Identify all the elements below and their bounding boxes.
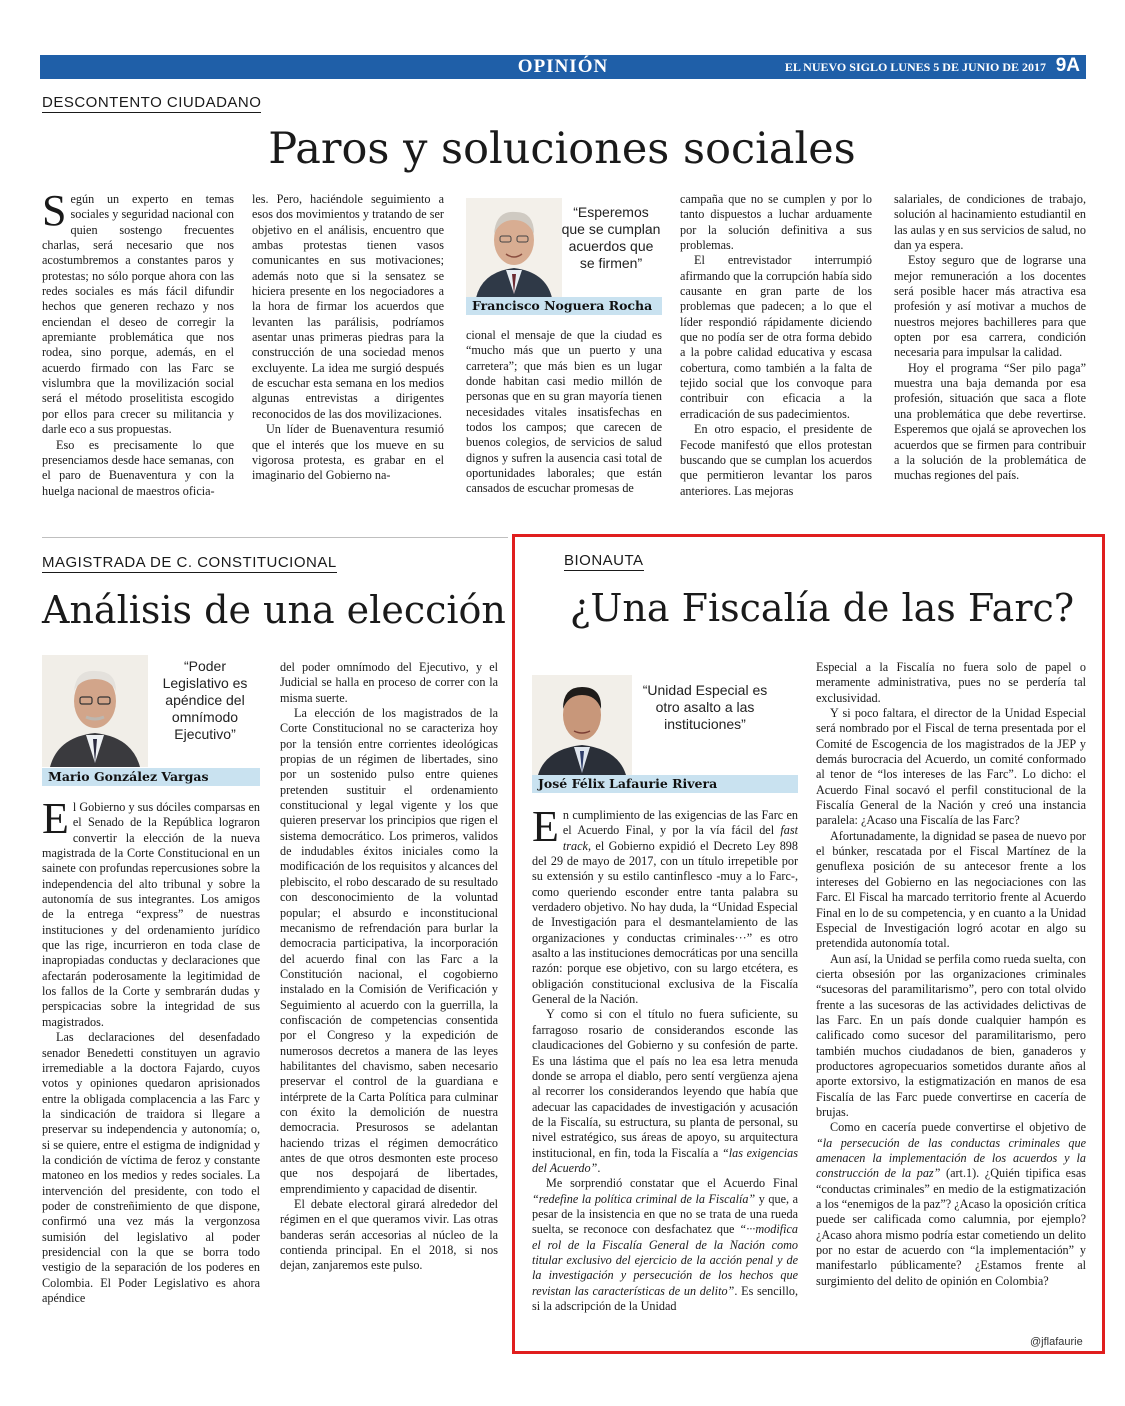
article2-pull-quote: “Poder Legislativo es apéndice del omnímodo Ejecutivo” <box>162 658 248 742</box>
article2-paragraph: Las declaraciones del desenfadado senador Benedetti constituyen un agravio irremediable a la doctora Fajardo, cuyos votos y opiniones quedaron aprisionados entre la obligada complacencia a las Farc y la sindicación de traidora si llegare a preservar su independencia y autonomía; o, si se quiere, entre el estigma de indignidad y la condición de víctima de feroz y constante matoneo en los medios y redes sociales. La intervención del presidente, con todo el poder de constreñimiento de que dispone, confirmó una vez más la vergonzosa sumisión del legislativo al poder presidencial con la que se borra todo vestigio de la separación de los poderes en Colombia. El Poder Legislativo es ahora apéndice <box>42 1030 260 1305</box>
article2-paragraph: del poder omnímodo del Ejecutivo, y el Judicial se halla en proceso de correr con la misma suerte. <box>280 660 498 705</box>
article2-kicker: MAGISTRADA DE C. CONSTITUCIONAL <box>42 554 337 571</box>
article3-paragraph: n cumplimiento de las exigencias de las Farc en el Acuerdo Final, y por la vía fácil del <box>562 808 798 838</box>
author-photo-mario-gonzalez <box>42 655 148 767</box>
article1-paragraph: cional el mensaje de que la ciudad es “mucho más que un puerto y una carretera”; que más bien es un lugar donde habitan casi medio millón de personas que en su gran mayoría tienen necesidades vitales insatisfechas en todos los campos; que carecen de buenos colegios, de servicios de salud dignos y sufren la ausencia casi total de oportunidades laborales; que están cansados de escuchar promesas de <box>466 328 662 496</box>
article1-paragraph: Un líder de Buenaventura resumió que el interés que los mueve en su vigorosa protesta, es grabar en el imaginario del Gobierno na- <box>252 422 444 483</box>
article3-paragraph: Me sorprendió constatar que el Acuerdo Final <box>546 1176 798 1191</box>
article1-author-caption: Francisco Noguera Rocha <box>466 297 662 315</box>
article1-column-3 <box>466 328 662 514</box>
article3-author-caption: José Félix Lafaurie Rivera <box>532 775 798 793</box>
article3-italic-phrase: “···modifica el rol de la Fiscalía General de la Nación como titular exclusivo del ejercicio de la acción penal y de la investigación y persecución de los hechos que revistan las características de un delito” <box>532 1222 798 1298</box>
article1-paragraph: salariales, de condiciones de trabajo, solución al hacinamiento estudiantil en las aulas y en sus servicios de salud, no dan ya espera. <box>894 192 1086 253</box>
article1-paragraph: campaña que no se cumplen y por lo tanto dispuestos a luchar arduamente por la solución definitiva a sus problemas. <box>680 192 872 253</box>
article1-dropcap: S <box>42 192 67 235</box>
article2-headline: Análisis de una elección <box>42 588 506 632</box>
article1-column-5 <box>894 192 1086 514</box>
article1-headline: Paros y soluciones sociales <box>268 124 856 174</box>
article2-paragraph: l Gobierno y sus dóciles comparsas en el Senado de la República lograron convertir la elección de la nueva magistrada de la Corte Constitucional en un sainete con profundas repercusiones sobre la independencia del alto tribunal y sobre la autonomía de sus integrantes. Los amigos de la entrega “express” de nuestras instituciones y del ordenamiento jurídico que las rige, incurrieron en toda clase de inapropiadas conductas y declaraciones que afectarán poderosamente la legitimidad de los fallos de la Corte y sembrarán dudas y perspicacias sobre la integridad de sus magistrados. <box>42 800 260 1029</box>
author-photo-francisco-noguera <box>466 198 562 298</box>
article3-paragraph: . <box>597 1160 601 1175</box>
article3-italic-phrase: “la persecución de las conductas criminales que amenacen la implementación de los acuerdos y la construcción de la paz” <box>816 1135 1086 1181</box>
issue-date: LUNES 5 DE JUNIO DE 2017 <box>890 60 1046 74</box>
article3-paragraph: Y si poco faltara, el director de la Unidad Especial será nombrado por el Fiscal de terna presentada por el Comité de Escogencia de los magistrados de la JEP y demás burocracia del Acuerdo, un comité conformado al tenor de “los intereses de las Farc”. Lo dicho: el Acuerdo Final socavó el perfil constitucional de la Fiscalía General de la Nación y creó una instancia paralela: ¿Acaso una Fiscalía de las Farc? <box>816 706 1086 828</box>
article3-paragraph: Afortunadamente, la dignidad se pasea de nuevo por el búnker, rescatada por el Fiscal Martínez de la genuflexa posición de su antecesor frente a los intereses del Gobierno en las negociaciones con las Farc. El Fiscal ha marcado territorio frente al Acuerdo Final en lo de su competencia, y en cuanto a la Unidad Especial de Investigación logró acotar en algo su pretendida autonomía total. <box>816 828 1086 951</box>
article1-column-2 <box>252 192 444 514</box>
article2-column-1 <box>42 800 260 1350</box>
article1-paragraph: les. Pero, haciéndole seguimiento a esos dos movimientos y tratando de ser objetivo en el análisis, encuentro que ambas protestas tienen vasos comunicantes en sus motivaciones; además noto que si la sensatez se hiciera presente en los negociadores a la hora de firmar los acuerdos que levanten las parálisis, podríamos asentar unas primeras piedras para la construcción de una sociedad menos excluyente. La idea me surgió después de escuchar esta semana en los medios algunas entrevistas a dirigentes reconocidos de las dos movilizaciones. <box>252 192 444 421</box>
article3-headline: ¿Una Fiscalía de las Farc? <box>570 586 1075 630</box>
article1-paragraph: egún un experto en temas sociales y seguridad nacional con quien sostengo frecuentes charlas, será necesario que nos acostumbremos a constantes paros y protestas; no sólo porque ahora con las redes sociales es más fácil difundir hechos que generen rechazo y nos enciendan el deseo de corregir la apremiante problemática que nos rodea, sino porque, además, en el acuerdo firmado con las Farc se vislumbra que la movilización social será el método proselitista escogido por ellos para crecer su militancia y darle eco a sus propuestas. <box>42 192 234 437</box>
article3-column-2 <box>816 660 1086 1336</box>
page-number: 9A <box>1055 55 1080 76</box>
article1-paragraph: En otro espacio, el presidente de Fecode manifestó que ellos protestan buscando que se cumplan los acuerdos que permitieron levantar los paros anteriores. Las mejoras <box>680 422 872 498</box>
section-name: OPINIÓN <box>517 56 609 77</box>
article2-paragraph: El debate electoral girará alrededor del régimen en el que queramos vivir. Las otras banderas serán accesorias al núcleo de la contienda principal. En el 2018, si nos dejan, zanjaremos este pulso. <box>280 1197 498 1273</box>
article1-paragraph: Hoy el programa “Ser pilo paga” muestra una baja demanda por esa profesión, situación que saca a flote una problemática que debe revertirse. Esperemos que ojalá se aprovechen los acuerdos que se firmen para contribuir a la solución de la problemática de muchas regiones del país. <box>894 360 1086 483</box>
article3-italic-phrase: “redefine la política criminal de la Fiscalía” <box>532 1191 756 1206</box>
article3-paragraph: Y como si con el título no fuera suficiente, su farragoso rosario de considerandos esconde las claudicaciones del Gobierno y su confesión de parte. Es una lástima que el país no lea esa letra menuda donde se arropa el diablo, pero sentí vergüenza ajena al recorrer los considerandos leyendo que había que adecuar las capacidades de investigación y acusación de la Fiscalía, su estructura, su planta de personal, su nivel estratégico, sus áreas de apoyo, su arquitectura institucional, en fin, toda la Fiscalía a <box>532 1007 798 1160</box>
article3-kicker: BIONAUTA <box>564 552 644 569</box>
article1-paragraph: El entrevistador interrumpió afirmando que la corrupción había sido causante en gran parte de los problemas que padecen; a lo que el líder respondió rápidamente diciendo que no podía ser de otra forma debido a la pobre calidad educativa y escasa cobertura, como también a la falta de tejido social que los convoque para contribuir con eficacia a la erradicación de sus padecimientos. <box>680 253 872 421</box>
article1-column-1 <box>42 192 234 514</box>
article3-paragraph: Aun así, la Unidad se perfila como rueda suelta, con cierta obsesión por las organizaciones criminales “sucesoras del paramilitarismo”, pero con total olvido frente a las sucesoras de las actividades delictivas de las Farc. En un país donde cualquier hampón es calificado como sucesor del paramilitarismo, pero también muchos ciudadanos de bien, ganaderos y productores agropecuarios sometidos durante años al aporte extorsivo, la estigmatización en manos de esa Fiscalía de las Farc puede convertirse en cacería de brujas. <box>816 951 1086 1119</box>
section-header-band <box>40 55 1086 79</box>
article1-paragraph: Eso es precisamente lo que presenciamos desde hace semanas, con el paro de Buenaventura y con la huelga nacional de maestros oficia- <box>42 437 234 498</box>
article3-paragraph: (art.1). ¿Quién tipifica esas “conductas criminales” en medio de la estigmatización a los “enemigos de la paz”? ¿Acaso la oposición crítica puede ser calificada como calumnia, por ejemplo? ¿Acaso ahora mismo podría estar cometiendo un delito por no estar de acuerdo con “la implementación” y manifestarlo públicamente? ¿Estamos frente al surgimiento del delito de opinión en Colombia? <box>816 1166 1086 1288</box>
article3-paragraph: y que, a pesar de la insistencia en que no se trata de una rueda suelta, se reconoce con desfachatez que <box>532 1191 798 1237</box>
author-photo-jose-felix-lafaurie <box>532 675 632 775</box>
article1-kicker: DESCONTENTO CIUDADANO <box>42 94 262 111</box>
article3-paragraph: . Es sencillo, si la adscripción de la Unidad <box>532 1283 798 1313</box>
author-twitter-handle: @jflafaurie <box>1030 1336 1083 1348</box>
article3-dropcap: E <box>532 808 559 851</box>
article3-column-1 <box>532 808 798 1348</box>
article2-dropcap: E <box>42 800 69 843</box>
article3-paragraph: , el Gobierno expidió el Decreto Ley 898 del 29 de mayo de 2017, con un título irrepetible por su extensión y su estilo cantinflesco -muy a lo Farc-, como queriendo esconder entre tanta palabra su verdadero objetivo. No hay duda, la “Unidad Especial de Investigación para el desmantelamiento de las organizaciones y conductas criminales···” es otro asalto a las instituciones democráticas por una sencilla razón: porque ese objetivo, con su largo etcétera, es obligación constitucional exclusiva de la Fiscalía General de la Nación. <box>532 838 798 1007</box>
article3-pull-quote: “Unidad Especial es otro asalto a las instituciones” <box>642 682 768 732</box>
article3-italic-phrase: fast track <box>562 823 798 853</box>
section-divider <box>42 537 508 538</box>
newspaper-name: EL NUEVO SIGLO <box>784 60 888 74</box>
article1-paragraph: Estoy seguro que de lograrse una mejor remuneración a los docentes será posible hacer más atractiva esa profesión y así motivar a muchos de nuestros mejores bachilleres para que opten por esa carrera, condición necesaria para impulsar la calidad. <box>894 253 1086 360</box>
article1-column-4 <box>680 192 872 514</box>
article2-author-caption: Mario González Vargas <box>42 768 260 786</box>
article2-paragraph: La elección de los magistrados de la Corte Constitucional no se caracteriza hoy por la tensión entre corrientes ideológicas propias de un régimen de libertades, sino por un sostenido pulso entre quienes pretenden sustituir el ordenamiento constitucional y legal vigente y los que quieren preservar los principios que rigen el sistema democrático. Los primeros, validos de indudables éxitos iniciales como la modificación de los requisitos y alcances del plebiscito, el robo descarado de su resultado con desconocimiento de la voluntad popular; el absurdo e inconstitucional mecanismo de refrendación para burlar la democracia participativa, la incorporación del acuerdo final con las Farc a la Constitución nacional, el cogobierno instalado en la Comisión de Verificación y Seguimiento al acuerdo con la guerrilla, la confiscación de competencias consentida por el Congreso y la expedición de numerosos decretos a manera de las leyes habilitantes del chavismo, saben necesario preservar el control de la guardiana e intérprete de la Carta Política para culminar con éxito la demolición de nuestra democracia. Presurosos se adelantan haciendo trizas el régimen democrático antes de que otros desmonten este proceso que nos despojará de libertades, emprendimiento y capacidad de disentir. <box>280 706 498 1196</box>
article1-pull-quote: “Esperemos que se cumplan acuerdos que se firmen” <box>561 204 661 271</box>
article2-column-2 <box>280 660 498 1350</box>
masthead-date <box>785 60 1046 75</box>
article3-italic-phrase: “las exigencias del Acuerdo” <box>532 1145 798 1175</box>
article3-paragraph: Como en cacería puede convertirse el objetivo de <box>830 1120 1086 1135</box>
article3-paragraph: Especial a la Fiscalía no fuera solo de papel o meramente administrativa, pues no se perdería tal exclusividad. <box>816 660 1086 705</box>
